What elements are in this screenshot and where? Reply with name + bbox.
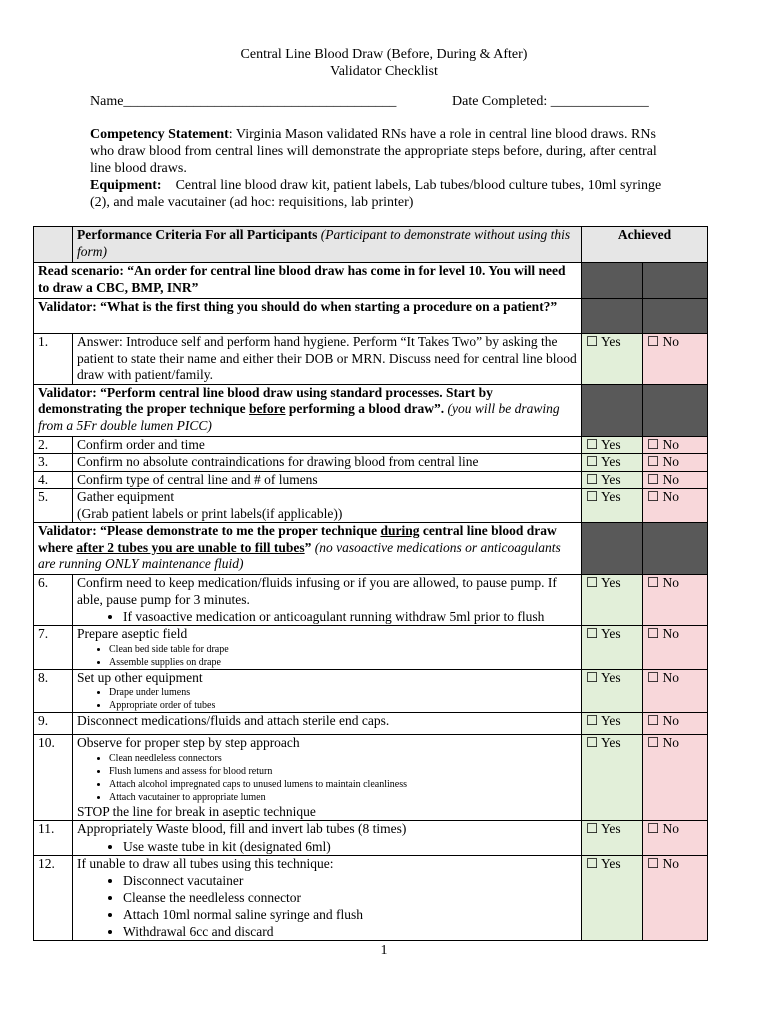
bullet-item: • Cleanse the needleless connector [123,889,577,906]
no-checkbox[interactable]: ☐ No [643,713,708,735]
no-checkbox[interactable]: ☐ No [643,471,708,489]
yes-checkbox[interactable]: ☐ Yes [582,454,643,472]
scenario-text: Read scenario: “An order for central line blood draw has come in for level 10. You will need to draw a CBC, BMP, INR” [34,263,582,299]
row-text: Confirm need to keep medication/fluids infusing or if you are allowed, to pause pump. If able, pause pump for 3 minutes. • If vasoactive medication or anticoagulant running withdraw 5ml prior to flush [73,575,582,626]
row-text: Disconnect medications/fluids and attach sterile end caps. [73,713,582,735]
row-text: Confirm type of central line and # of lumens [73,471,582,489]
table-row [34,575,708,626]
no-checkbox[interactable]: ☐ No [643,669,708,713]
row-text: Confirm no absolute contraindications for drawing blood from central line [73,454,582,472]
page-number: 1 [380,943,388,958]
yes-checkbox[interactable]: ☐ Yes [582,821,643,856]
row-number: 9. [34,713,73,735]
row-number: 10. [34,735,73,821]
table-row [34,436,708,454]
bullet-item: • Attach vacutainer to appropriate lumen [109,791,577,804]
header-achieved: Achieved [582,227,708,263]
row-text: Set up other equipment • Drape under lumens • Appropriate order of tubes [73,669,582,713]
title-line-1: Central Line Blood Draw (Before, During & After) [240,47,528,62]
bullet-item: • Flush lumens and assess for blood return [109,765,577,778]
name-field[interactable]: Name_______________________________________ [90,94,397,109]
validator-prompt-3: Validator: “Please demonstrate to me the proper technique during central line blood draw where after 2 tubes you are unable to fill tubes” (no vasoactive medications or anticoagulants are running ONLY maintenance fluid) [34,523,582,575]
row-text: Gather equipment (Grab patient labels or print labels(if applicable)) [73,489,582,523]
validator-row-3 [34,523,708,575]
table-row [34,489,708,523]
yes-checkbox[interactable]: ☐ Yes [582,471,643,489]
competency-text: : Virginia Mason validated RNs have a role in central line blood draws. RNs who draw blood from central lines will demonstrate the appropriate steps before, during, after central line blood draws. [90,127,657,176]
validator-row-1 [34,299,708,334]
row-number: 4. [34,471,73,489]
scenario-row [34,263,708,299]
row-number: 8. [34,669,73,713]
document-title [0,46,768,80]
row-number: 1. [34,334,73,385]
row-text: Appropriately Waste blood, fill and invert lab tubes (8 times) • Use waste tube in kit (designated 6ml) [73,821,582,856]
competency-statement [90,126,680,177]
table-row [34,626,708,670]
bullet-item: • Disconnect vacutainer [123,872,577,889]
header-number-cell [34,227,73,263]
date-completed-field[interactable]: Date Completed: ______________ [452,94,649,109]
row-number: 6. [34,575,73,626]
no-checkbox[interactable]: ☐ No [643,436,708,454]
validator-prompt-1: Validator: “What is the first thing you should do when starting a procedure on a patient?” [34,299,582,334]
table-row [34,713,708,735]
no-checkbox[interactable]: ☐ No [643,575,708,626]
no-checkbox[interactable]: ☐ No [643,626,708,670]
yes-checkbox[interactable]: ☐ Yes [582,436,643,454]
table-row [34,669,708,713]
bullet-item: • Clean bed side table for drape [109,643,577,656]
equipment-statement [90,177,680,211]
bullet-item: • Assemble supplies on drape [109,656,577,669]
row-text: Confirm order and time [73,436,582,454]
validator-row-2 [34,384,708,436]
row-text: Observe for proper step by step approach • Clean needleless connectors • Flush lumens and assess for blood return • Attach alcohol impregnated caps to unused lumens to maintain cleanliness • Attach vacutainer to appropriate lumen STOP the line for break in aseptic technique [73,735,582,821]
yes-checkbox[interactable]: ☐ Yes [582,855,643,941]
no-checkbox[interactable]: ☐ No [643,334,708,385]
row-number: 2. [34,436,73,454]
no-checkbox[interactable]: ☐ No [643,855,708,941]
row-footer-text: STOP the line for break in aseptic technique [77,803,316,819]
bullet-item: • Attach alcohol impregnated caps to unused lumens to maintain cleanliness [109,778,577,791]
bullet-item: • Withdrawal 6cc and discard [123,923,577,940]
bullet-item: • Drape under lumens [109,686,577,699]
yes-checkbox[interactable]: ☐ Yes [582,626,643,670]
bullet-item: • Appropriate order of tubes [109,699,577,712]
table-row [34,855,708,941]
no-checkbox[interactable]: ☐ No [643,489,708,523]
competency-label: Competency Statement [90,127,229,142]
yes-checkbox[interactable]: ☐ Yes [582,735,643,821]
yes-checkbox[interactable]: ☐ Yes [582,669,643,713]
yes-checkbox[interactable]: ☐ Yes [582,575,643,626]
row-text: Prepare aseptic field • Clean bed side table for drape • Assemble supplies on drape [73,626,582,670]
equipment-label: Equipment: [90,178,162,193]
row-number: 7. [34,626,73,670]
yes-checkbox[interactable]: ☐ Yes [582,334,643,385]
bullet-item: • Attach 10ml normal saline syringe and flush [123,906,577,923]
title-line-2: Validator Checklist [330,64,438,79]
table-header-row [34,227,708,263]
yes-checkbox[interactable]: ☐ Yes [582,489,643,523]
bullet-item: • Use waste tube in kit (designated 6ml) [123,838,577,855]
table-row [34,454,708,472]
table-row [34,735,708,821]
row-number: 11. [34,821,73,856]
row-text: If unable to draw all tubes using this technique: • Disconnect vacutainer • Cleanse the needleless connector • Attach 10ml normal saline syringe and flush • Withdrawal 6cc and discard [73,855,582,941]
no-checkbox[interactable]: ☐ No [643,821,708,856]
row-subtext: (Grab patient labels or print labels(if applicable)) [77,505,343,521]
row-number: 12. [34,855,73,941]
yes-checkbox[interactable]: ☐ Yes [582,713,643,735]
bullet-item: • If vasoactive medication or anticoagulant running withdraw 5ml prior to flush [123,608,577,625]
checklist-table [33,226,708,941]
bullet-item: • Clean needleless connectors [109,752,577,765]
header-criteria-note: (Participant to demonstrate without using this form) [77,227,571,259]
intro-section [90,126,680,211]
table-row [34,471,708,489]
equipment-text: Central line blood draw kit, patient labels, Lab tubes/blood culture tubes, 10ml syringe (2), and male vacutainer (ad hoc: requisitions, lab printer) [90,178,662,210]
name-date-row [90,94,690,110]
row-text: Answer: Introduce self and perform hand hygiene. Perform “It Takes Two” by asking the patient to state their name and either their DOB or MRN. Discuss need for central line blood draw with patient/family. [73,334,582,385]
table-row [34,821,708,856]
table-row [34,334,708,385]
no-checkbox[interactable]: ☐ No [643,454,708,472]
row-number: 5. [34,489,73,523]
row-number: 3. [34,454,73,472]
header-criteria: Performance Criteria For all Participants (Participant to demonstrate without using this form) [73,227,582,263]
no-checkbox[interactable]: ☐ No [643,735,708,821]
validator-prompt-2: Validator: “Perform central line blood draw using standard processes. Start by demonstrating the proper technique before performing a blood draw”. (you will be drawing from a 5Fr double lumen PICC) [34,384,582,436]
